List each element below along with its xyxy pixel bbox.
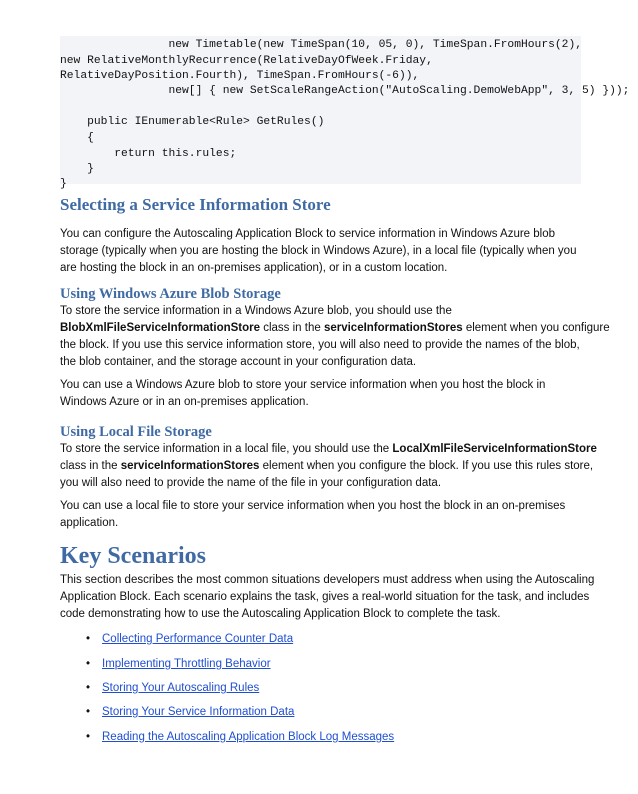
subsection-heading-local-file: Using Local File Storage	[60, 424, 212, 440]
paragraph-line: You can configure the Autoscaling Application Block to service information in Windows Azure blob	[60, 228, 555, 240]
paragraph-line: To store the service information in a Windows Azure blob, you should use the	[60, 305, 452, 317]
link-reading-log-messages[interactable]: Reading the Autoscaling Application Block Log Messages	[102, 731, 395, 743]
paragraph-line: code demonstrating how to use the Autoscaling Application Block to complete the task.	[60, 608, 501, 620]
paragraph-line	[60, 442, 597, 457]
key-scenarios-heading: Key Scenarios	[60, 543, 206, 569]
code-line: public IEnumerable<Rule> GetRules()	[60, 116, 325, 128]
bullet-icon: •	[86, 633, 91, 645]
code-line: return this.rules;	[60, 148, 237, 160]
code-line: {	[60, 132, 94, 144]
paragraph-line: storage (typically when you are hosting the block in Windows Azure), in a local file (typically when you	[60, 245, 577, 257]
paragraph-line: Application Block. Each scenario explains the task, gives a real-world situation for the task, and includes	[60, 591, 590, 603]
paragraph-line: Windows Azure or in an on-premises application.	[60, 396, 309, 408]
paragraph-line: application.	[60, 517, 119, 529]
code-line: }	[60, 163, 94, 175]
paragraph-line: you will also need to provide the name of the file in your configuration data.	[60, 477, 442, 489]
link-collecting-performance-counter-data[interactable]: Collecting Performance Counter Data	[102, 633, 294, 645]
text-run: element when you configure	[462, 322, 610, 334]
code-line: new RelativeMonthlyRecurrence(RelativeDayOfWeek.Friday,	[60, 55, 433, 67]
paragraph-line: This section describes the most common situations developers must address when using the Autoscaling	[60, 574, 595, 586]
text-run: class in the	[260, 322, 324, 334]
bullet-icon: •	[86, 682, 91, 694]
paragraph-line: the blob container, and the storage account in your configuration data.	[60, 356, 417, 368]
text-run: To store the service information in a local file, you should use the	[60, 443, 393, 455]
code-line: new[] { new SetScaleRangeAction("AutoScaling.DemoWebApp", 3, 5) }));	[60, 85, 630, 97]
code-block	[60, 36, 630, 190]
class-name: LocalXmlFileServiceInformationStore	[392, 443, 597, 455]
bullet-icon: •	[86, 658, 91, 670]
paragraph-line	[60, 321, 610, 336]
subsection-heading-blob-storage: Using Windows Azure Blob Storage	[60, 286, 281, 302]
paragraph-line: the block. If you use this service information store, you will also need to provide the names of the blob,	[60, 339, 580, 351]
link-storing-autoscaling-rules[interactable]: Storing Your Autoscaling Rules	[102, 682, 260, 694]
element-name: serviceInformationStores	[323, 322, 463, 334]
link-implementing-throttling-behavior[interactable]: Implementing Throttling Behavior	[102, 658, 271, 670]
paragraph-line: You can use a Windows Azure blob to store your service information when you host the block in	[60, 379, 546, 391]
bullet-icon: •	[86, 731, 91, 743]
code-line: new Timetable(new TimeSpan(10, 05, 0), TimeSpan.FromHours(2),	[60, 39, 583, 51]
text-run: element when you configure the block. If you use this rules store,	[259, 460, 594, 472]
code-line: RelativeDayPosition.Fourth), TimeSpan.FromHours(-6)),	[60, 70, 420, 82]
paragraph-line: You can use a local file to store your service information when you host the block in an on-premises	[60, 500, 566, 512]
bullet-icon: •	[86, 706, 91, 718]
element-name: serviceInformationStores	[120, 460, 260, 472]
paragraph-line	[60, 459, 593, 474]
text-run: class in the	[60, 460, 121, 472]
class-name: BlobXmlFileServiceInformationStore	[60, 322, 261, 334]
code-line: }	[60, 178, 67, 190]
paragraph-line: are hosting the block in an on-premises application), or in a custom location.	[60, 262, 448, 274]
link-storing-service-information-data[interactable]: Storing Your Service Information Data	[102, 706, 295, 718]
section-heading-service-store: Selecting a Service Information Store	[60, 195, 331, 214]
